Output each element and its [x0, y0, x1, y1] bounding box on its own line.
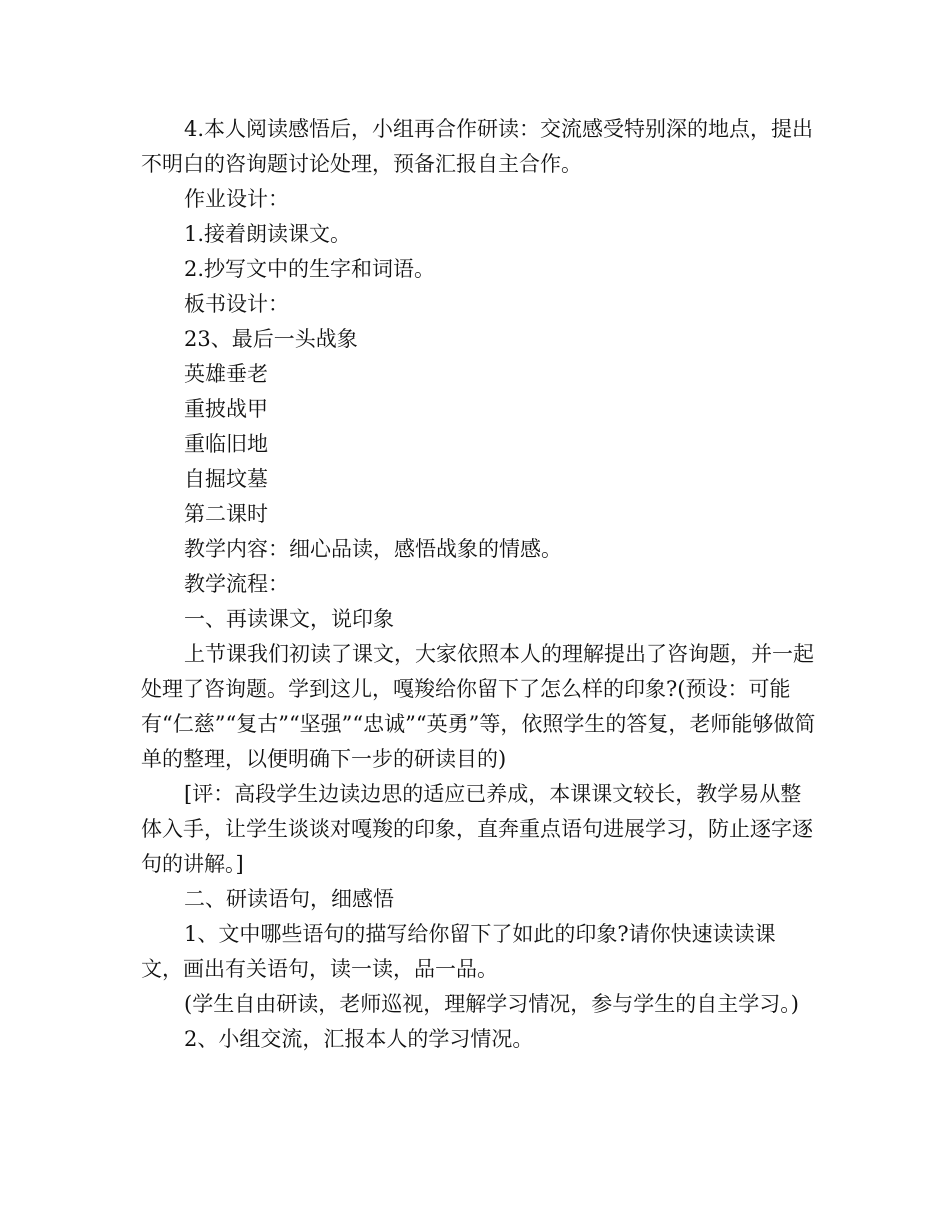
paragraph-second-lesson: 第二课时 — [184, 502, 268, 526]
paragraph-homework-heading: 作业设计： — [184, 187, 289, 211]
paragraph-board-heading: 板书设计： — [184, 292, 289, 316]
paragraph-group-work: 4.本人阅读感悟后，小组再合作研读：交流感受特别深的地点，提出不明白的咨询题讨论处理，预备汇报自主合作。 — [141, 117, 814, 176]
paragraph-section-2: 二、研读语句，细感悟 — [184, 887, 394, 911]
paragraph-board-title: 23、最后一头战象 — [184, 327, 358, 351]
paragraph-section-2-item-2: 2、小组交流，汇报本人的学习情况。 — [184, 1027, 534, 1051]
paragraph-board-item-2: 重披战甲 — [184, 397, 268, 421]
paragraph-teaching-process: 教学流程： — [184, 572, 289, 596]
paragraph-teaching-content: 教学内容：细心品读，感悟战象的情感。 — [184, 537, 562, 561]
paragraph-section-1-body: 上节课我们初读了课文，大家依照本人的理解提出了咨询题，并一起处理了咨询题。学到这儿，嘎羧给你留下了怎么样的印象?(预设：可能有“仁慈”“复古”“坚强”“忠诚”“英勇”等，依照学生的答复，老师能够做简单的整理，以便明确下一步的研读目的) — [141, 642, 816, 771]
paragraph-homework-2: 2.抄写文中的生字和词语。 — [184, 257, 436, 281]
paragraph-homework-1: 1.接着朗读课文。 — [184, 222, 352, 246]
paragraph-board-item-4: 自掘坟墓 — [184, 467, 268, 491]
paragraph-board-item-3: 重临旧地 — [184, 432, 268, 456]
paragraph-board-item-1: 英雄垂老 — [184, 362, 268, 386]
paragraph-comment: [评：高段学生边读边思的适应已养成，本课课文较长，教学易从整体入手，让学生谈谈对嘎羧的印象，直奔重点语句进展学习，防止逐字逐句的讲解。] — [141, 782, 813, 876]
paragraph-section-2-note: (学生自由研读，老师巡视，理解学习情况，参与学生的自主学习。) — [184, 992, 799, 1016]
paragraph-section-1: 一、再读课文，说印象 — [184, 607, 394, 631]
document-body — [141, 112, 816, 1057]
paragraph-section-2-item-1: 1、文中哪些语句的描写给你留下了如此的印象?请你快速读读课文，画出有关语句，读一读，品一品。 — [141, 922, 776, 981]
